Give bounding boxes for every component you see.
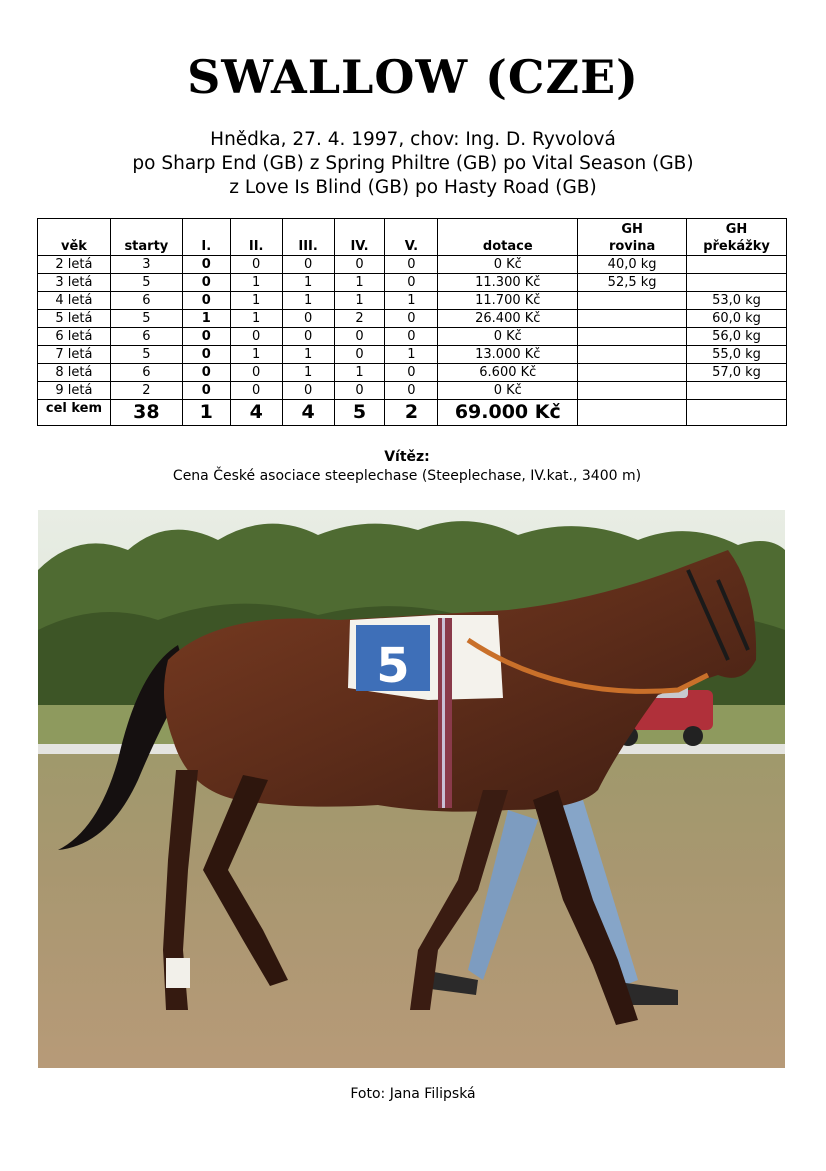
cell-total-fourth: 5 xyxy=(334,400,385,426)
cell-total-first: 1 xyxy=(182,400,230,426)
table-row xyxy=(38,346,787,364)
cell-total-starts: 38 xyxy=(110,400,182,426)
header-third: III. xyxy=(282,219,334,256)
cell-gh-jump: 56,0 kg xyxy=(687,328,787,346)
winner-heading: Vítěz: xyxy=(384,449,430,465)
cell-second: 1 xyxy=(230,292,282,310)
cell-second: 0 xyxy=(230,364,282,382)
cell-gh-flat xyxy=(578,382,687,400)
cell-first: 0 xyxy=(182,274,230,292)
cell-age: 8 letá xyxy=(38,364,111,382)
header-gh-jump xyxy=(687,219,787,256)
cell-total-label: cel kem xyxy=(38,400,111,426)
cell-starts: 6 xyxy=(110,292,182,310)
header-starts: starty xyxy=(110,219,182,256)
table-row xyxy=(38,364,787,382)
table-row xyxy=(38,328,787,346)
cell-fourth: 1 xyxy=(334,364,385,382)
cell-starts: 5 xyxy=(110,310,182,328)
racing-record-table xyxy=(37,218,787,426)
cell-gh-jump: 53,0 kg xyxy=(687,292,787,310)
cell-fifth: 1 xyxy=(385,346,438,364)
winner-race-name: Cena České asociace steeplechase (Steeplechase, IV.kat., 3400 m) xyxy=(172,468,642,484)
table-total-row xyxy=(38,400,787,426)
cell-first: 0 xyxy=(182,256,230,274)
cell-second: 0 xyxy=(230,256,282,274)
cell-fourth: 2 xyxy=(334,310,385,328)
header-gh-flat-line2: rovina xyxy=(608,239,656,254)
cell-age: 9 letá xyxy=(38,382,111,400)
cell-total-prize-money: 69.000 Kč xyxy=(438,400,578,426)
cell-starts: 5 xyxy=(110,274,182,292)
cell-gh-jump xyxy=(687,274,787,292)
header-gh-jump-line2: překážky xyxy=(703,239,770,254)
cell-gh-flat: 40,0 kg xyxy=(578,256,687,274)
cell-second: 0 xyxy=(230,328,282,346)
cell-gh-jump: 55,0 kg xyxy=(687,346,787,364)
cell-fifth: 1 xyxy=(385,292,438,310)
cell-fifth: 0 xyxy=(385,310,438,328)
cell-starts: 2 xyxy=(110,382,182,400)
cell-prize-money: 0 Kč xyxy=(438,328,578,346)
header-age: věk xyxy=(38,219,111,256)
cell-starts: 5 xyxy=(110,346,182,364)
header-gh-flat-line1: GH xyxy=(621,222,643,237)
cell-fourth: 1 xyxy=(334,274,385,292)
pedigree-block xyxy=(0,128,826,200)
cell-fourth: 1 xyxy=(334,292,385,310)
pedigree-line-3: z Love Is Blind (GB) po Hasty Road (GB) xyxy=(229,177,597,198)
cell-third: 1 xyxy=(282,274,334,292)
horse-name-title: SWALLOW (CZE) xyxy=(187,50,639,104)
cell-second: 1 xyxy=(230,274,282,292)
cell-gh-jump: 57,0 kg xyxy=(687,364,787,382)
cell-first: 0 xyxy=(182,328,230,346)
table-row xyxy=(38,310,787,328)
cell-first: 1 xyxy=(182,310,230,328)
cell-third: 0 xyxy=(282,328,334,346)
cell-fourth: 0 xyxy=(334,346,385,364)
photo-credit: Foto: Jana Filipská xyxy=(350,1086,476,1102)
pedigree-line-2: po Sharp End (GB) z Spring Philtre (GB) po Vital Season (GB) xyxy=(132,153,694,174)
pedigree-line-1: Hnědka, 27. 4. 1997, chov: Ing. D. Ryvolová xyxy=(210,129,616,150)
cell-age: 6 letá xyxy=(38,328,111,346)
header-fourth: IV. xyxy=(334,219,385,256)
cell-total-gh-jump xyxy=(687,400,787,426)
cell-age: 4 letá xyxy=(38,292,111,310)
cell-fifth: 0 xyxy=(385,382,438,400)
cell-third: 1 xyxy=(282,364,334,382)
cell-gh-flat: 52,5 kg xyxy=(578,274,687,292)
cell-first: 0 xyxy=(182,382,230,400)
cell-first: 0 xyxy=(182,364,230,382)
saddle-number: 5 xyxy=(376,638,410,694)
cell-starts: 6 xyxy=(110,328,182,346)
cell-second: 1 xyxy=(230,310,282,328)
cell-age: 3 letá xyxy=(38,274,111,292)
cell-first: 0 xyxy=(182,346,230,364)
cell-fifth: 0 xyxy=(385,328,438,346)
cell-prize-money: 26.400 Kč xyxy=(438,310,578,328)
cell-third: 0 xyxy=(282,310,334,328)
table-header-row xyxy=(38,219,787,256)
cell-third: 0 xyxy=(282,256,334,274)
cell-total-third: 4 xyxy=(282,400,334,426)
cell-starts: 3 xyxy=(110,256,182,274)
photo-white-sock xyxy=(166,958,190,988)
header-second: II. xyxy=(230,219,282,256)
cell-total-gh-flat xyxy=(578,400,687,426)
cell-fifth: 0 xyxy=(385,274,438,292)
cell-gh-flat xyxy=(578,328,687,346)
cell-age: 5 letá xyxy=(38,310,111,328)
cell-gh-flat xyxy=(578,364,687,382)
cell-prize-money: 11.700 Kč xyxy=(438,292,578,310)
cell-gh-flat xyxy=(578,310,687,328)
cell-second: 0 xyxy=(230,382,282,400)
cell-gh-jump xyxy=(687,256,787,274)
cell-fifth: 0 xyxy=(385,364,438,382)
cell-third: 1 xyxy=(282,346,334,364)
header-first: I. xyxy=(182,219,230,256)
cell-prize-money: 11.300 Kč xyxy=(438,274,578,292)
cell-prize-money: 6.600 Kč xyxy=(438,364,578,382)
header-fifth: V. xyxy=(385,219,438,256)
cell-gh-jump xyxy=(687,382,787,400)
cell-fourth: 0 xyxy=(334,256,385,274)
table-row xyxy=(38,292,787,310)
cell-third: 1 xyxy=(282,292,334,310)
cell-fourth: 0 xyxy=(334,382,385,400)
header-gh-flat xyxy=(578,219,687,256)
cell-gh-jump: 60,0 kg xyxy=(687,310,787,328)
table-row xyxy=(38,382,787,400)
cell-third: 0 xyxy=(282,382,334,400)
cell-age: 2 letá xyxy=(38,256,111,274)
cell-gh-flat xyxy=(578,292,687,310)
cell-fifth: 0 xyxy=(385,256,438,274)
cell-second: 1 xyxy=(230,346,282,364)
header-gh-jump-line1: GH xyxy=(725,222,748,237)
cell-prize-money: 0 Kč xyxy=(438,256,578,274)
table-row xyxy=(38,256,787,274)
cell-gh-flat xyxy=(578,346,687,364)
header-prize-money: dotace xyxy=(438,219,578,256)
cell-total-second: 4 xyxy=(230,400,282,426)
cell-starts: 6 xyxy=(110,364,182,382)
cell-prize-money: 13.000 Kč xyxy=(438,346,578,364)
table-row xyxy=(38,274,787,292)
cell-age: 7 letá xyxy=(38,346,111,364)
cell-first: 0 xyxy=(182,292,230,310)
cell-fourth: 0 xyxy=(334,328,385,346)
horse-photo xyxy=(38,510,785,1068)
cell-total-fifth: 2 xyxy=(385,400,438,426)
cell-prize-money: 0 Kč xyxy=(438,382,578,400)
